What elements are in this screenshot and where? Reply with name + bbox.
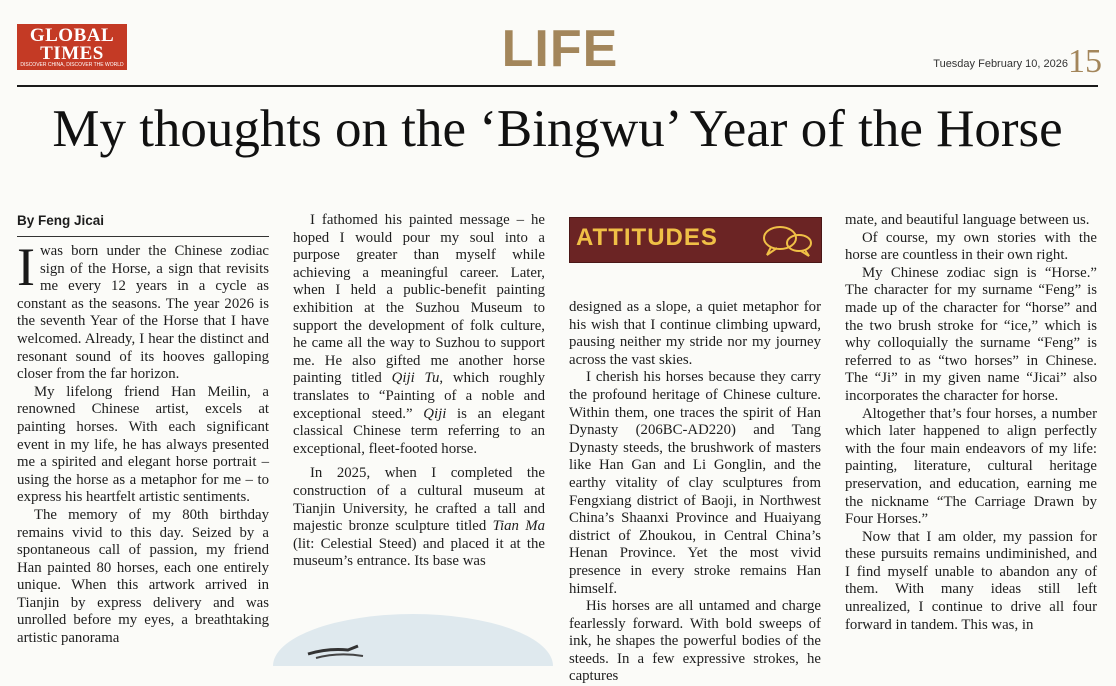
paragraph: My lifelong friend Han Meilin, a renowned Chinese artist, excels at painting horses. With each significant event in my life, he has always presented me a spirited and elegant horse portrait – using the horse as a metaphor for me – to express his heartfelt artistic sentiments. [17,383,269,506]
attitudes-column-banner [569,217,822,263]
article-column-2 [293,212,545,571]
page-number: 15 [1068,43,1102,80]
horse-painting-image [268,606,558,666]
italic-term: Qiji [423,405,447,422]
paragraph [293,465,545,571]
header-rule [17,85,1098,87]
paragraph: Now that I am older, my passion for these pursuits remains undiminished, and I find myself unable to abandon any of them. With many ideas still left unrealized, I continue to drive all four forward in tandem. This was, in [845,528,1097,633]
paragraph-text: I fathomed his painted message – he hoped I would pour my soul into a purpose greater than myself while achieving a meaningful career. Later, when I held a public-benefit painting exhibition at the Suzhou Museum to support the development of folk culture, he came all the way to Suzhou to support me. He also gifted me another horse painting titled [293,212,545,387]
logo-line-global: GLOBAL [29,25,115,46]
attitudes-label: ATTITUDES [576,224,718,251]
issue-date: Tuesday February 10, 2026 [933,58,1068,70]
paragraph-text: , which roughly translates to “Painting of a noble and exceptional steed.” [293,370,545,422]
logo-line-times: TIMES [40,43,104,64]
paragraph: I cherish his horses because they carry the profound heritage of Chinese culture. Within them, one traces the spirit of Han Dynasty (206BC-AD220) and Tang Dynasty steeds, the brushwork of masters like Han Gan and Li Gonglin, and the earthy vitality of clay sculptures from Fengxiang district of Baoji, in Northwest China’s Shaanxi Province and Huaiyang district of Zhoukou, in Central China’s Henan Province. Yet the most vivid presence in every stroke remains Han himself. [569,369,821,597]
paragraph: mate, and beautiful language between us. [845,212,1090,228]
paragraph: Altogether that’s four horses, a number which later happened to align perfectly with the four main endeavors of my life: painting, literature, cultural heritage preservation, and education, earning me the nickname “The Carriage Drawn by Four Horses.” [845,405,1097,528]
paragraph-text: In 2025, when I completed the construction of a cultural museum at Tianjin University, he crafted a tall and majestic bronze sculpture titled [293,465,545,535]
italic-title: Qiji Tu [391,370,440,387]
paragraph-text: is an elegant classical Chinese term referring to an exceptional, fleet-footed horse. [293,405,546,457]
paragraph: The memory of my 80th birthday remains vivid to this day. Seized by a spontaneous call of passion, my friend Han painted 80 horses, each one entirely unique. When this artwork arrived in Tianjin by express delivery and was unrolled before my eyes, a breathtaking artistic panorama [17,506,269,647]
article-column-3 [569,217,821,686]
paragraph: My Chinese zodiac sign is “Horse.” The character for my surname “Feng” is made up of the character for “horse” and the two brush stroke for “ice,” which is why colloquially the surname “Feng” is referred to as “two horses” in Chinese. The “Ji” in my given name “Jicai” also incorporates the character for horse. [845,264,1097,404]
byline: By Feng Jicai [17,212,269,237]
logo-tagline: DISCOVER CHINA, DISCOVER THE WORLD [20,62,124,68]
paragraph-text: was born under the Chinese zodiac sign of the Horse, a sign that revisits me every 12 years in a cycle as constant as the seasons. The year 2026 is the seventh Year of the Horse that I have welcomed. Already, I hear the distinct and resonant sound of its hooves galloping closer from the far horizon. [17,243,269,383]
article-column-4 [845,212,1097,634]
paragraph: Of course, my own stories with the horse are countless in their own right. [845,229,1097,264]
paragraph: designed as a slope, a quiet metaphor for his wish that I continue climbing upward, pausing neither my stride nor my journey across the vast skies. [569,299,821,368]
drop-cap: I [17,237,35,297]
section-title: LIFE [501,20,619,78]
italic-title: Tian Ma [492,518,546,535]
paragraph-text: (lit: Celestial Steed) and placed it at the museum’s entrance. Its base was [293,535,545,570]
paragraph [293,212,545,458]
speech-bubbles-icon [761,224,813,258]
paragraph [17,237,269,384]
global-times-logo [17,24,127,70]
article-headline: My thoughts on the ‘Bingwu’ Year of the Horse [52,100,1063,158]
paragraph: His horses are all untamed and charge fearlessly forward. With bold sweeps of ink, he shapes the powerful bodies of the steeds. In a few expressive strokes, he captures [569,598,821,685]
article-column-1 [17,212,269,648]
